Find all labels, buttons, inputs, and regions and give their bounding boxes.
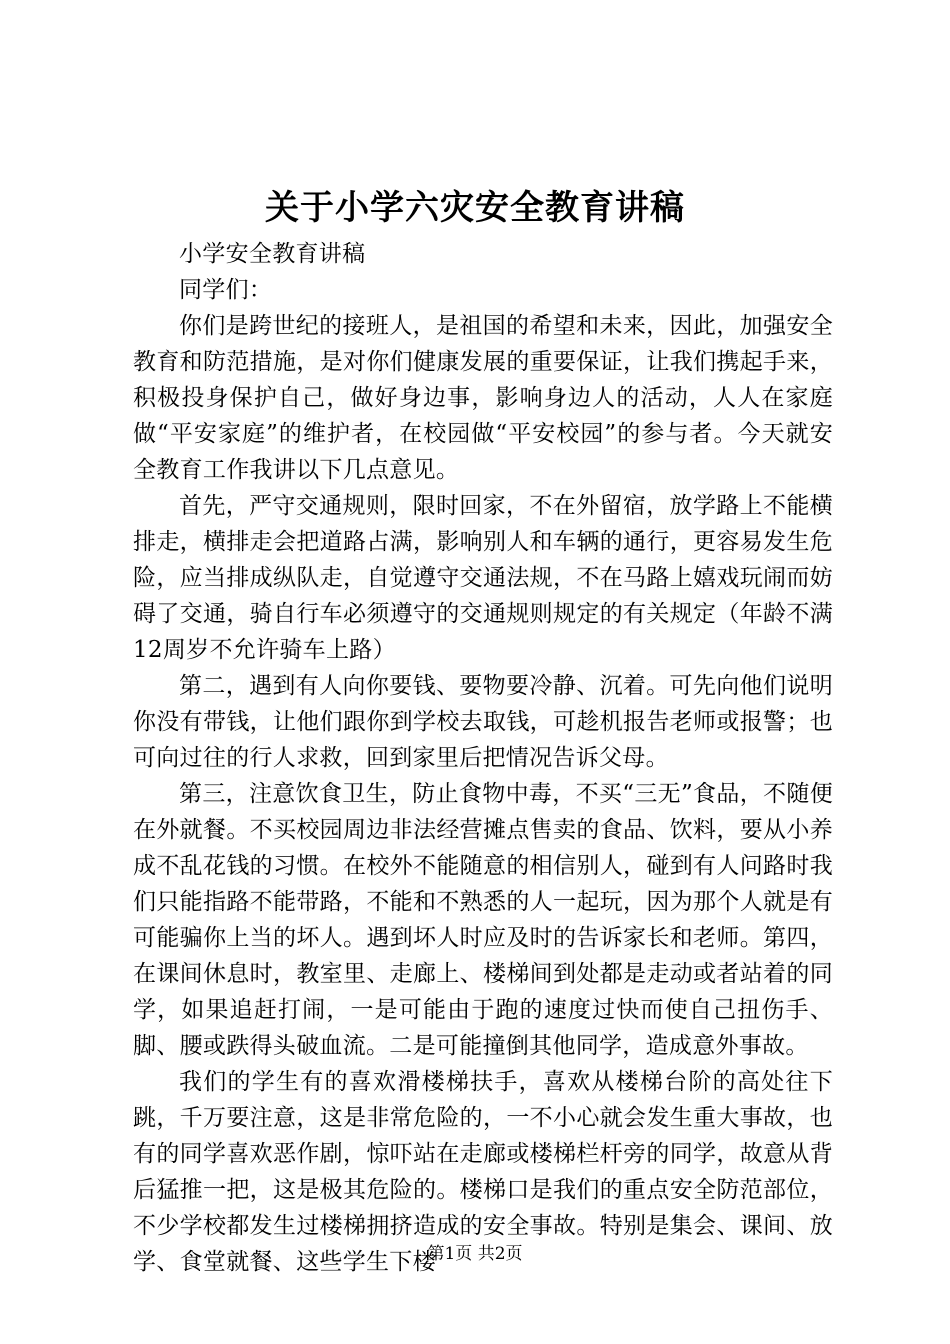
paragraph-third: 第三，注意饮食卫生，防止食物中毒，不买“三无”食品，不随便在外就餐。不买校园周边非法经营摊点售卖的食品、饮料，要从小养成不乱花钱的习惯。在校外不能随意的相信别人，碰到有人问路时我们只能指路不能带路，不能和不熟悉的人一起玩，因为那个人就是有可能骗你上当的坏人。遇到坏人时应及时的告诉家长和老师。第四，在课间休息时，教室里、走廊上、楼梯间到处都是走动或者站着的同学，如果追赶打闹，一是可能由于跑的速度过快而使自己扭伤手、脚、腰或跌得头破血流。二是可能撞倒其他同学，造成意外事故。: [133, 781, 833, 1059]
document-body: [133, 236, 833, 1280]
document-title: 关于小学六灾安全教育讲稿: [265, 188, 685, 228]
paragraph-stairs: 我们的学生有的喜欢滑楼梯扶手，喜欢从楼梯台阶的高处往下跳，千万要注意，这是非常危险的，一不小心就会发生重大事故，也有的同学喜欢恶作剧，惊吓站在走廊或楼梯栏杆旁的同学，故意从背后猛推一把，这是极其危险的。楼梯口是我们的重点安全防范部位，不少学校都发生过楼梯拥挤造成的安全事故。特别是集会、课间、放学、食堂就餐、这些学生下楼: [133, 1069, 833, 1275]
page-footer: 第1页 共2页: [427, 1244, 523, 1264]
paragraph-second: 第二，遇到有人向你要钱、要物要冷静、沉着。可先向他们说明你没有带钱，让他们跟你到学校去取钱，可趁机报告老师或报警；也可向过往的行人求救，回到家里后把情况告诉父母。: [133, 673, 833, 771]
paragraph-first: 首先，严守交通规则，限时回家，不在外留宿，放学路上不能横排走，横排走会把道路占满，影响别人和车辆的通行，更容易发生危险，应当排成纵队走，自觉遵守交通法规，不在马路上嬉戏玩闹而妨碍了交通，骑自行车必须遵守的交通规则规定的有关规定（年龄不满12周岁不允许骑车上路）: [133, 493, 833, 663]
paragraph-salutation: 同学们：: [179, 277, 273, 303]
paragraph-intro: 你们是跨世纪的接班人，是祖国的希望和未来，因此，加强安全教育和防范措施，是对你们健康发展的重要保证，让我们携起手来，积极投身保护自己，做好身边事，影响身边人的活动，人人在家庭做“平安家庭”的维护者，在校园做“平安校园”的参与者。今天就安全教育工作我讲以下几点意见。: [133, 313, 833, 483]
paragraph-subtitle: 小学安全教育讲稿: [179, 241, 366, 267]
